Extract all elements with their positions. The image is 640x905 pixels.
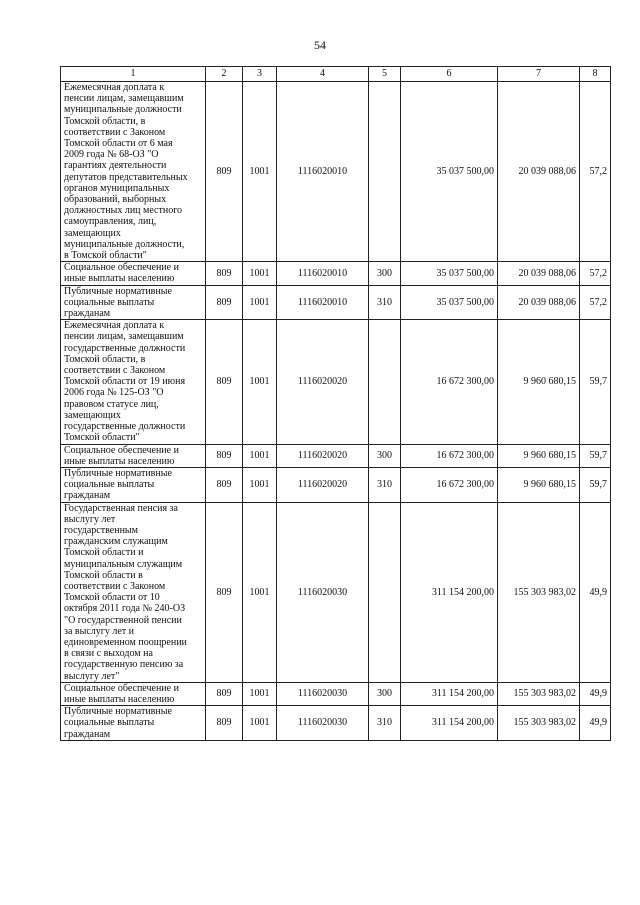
description-line: Томской области от 19 июня [64,376,186,388]
description-line: иные выплаты населению [64,455,175,467]
description-line: правовом статусе лиц, [64,398,159,410]
expense-type-cell [369,502,401,682]
section-code-cell: 1001 [243,82,277,262]
section-code-cell: 1001 [243,262,277,285]
column-header: 3 [243,67,277,82]
description-line: соответствии с Законом [64,365,166,377]
row-description [61,706,206,741]
approved-amount-cell: 16 672 300,00 [401,444,498,467]
target-article-cell: 1116020020 [277,320,369,444]
ministry-code-cell: 809 [206,467,243,502]
description-line: государственные должности [64,342,186,354]
table-row [61,467,611,502]
row-description [61,285,206,320]
approved-amount-cell: 16 672 300,00 [401,320,498,444]
approved-amount-cell: 311 154 200,00 [401,706,498,741]
description-line: замещающих [64,409,121,421]
table-row [61,320,611,444]
column-header: 6 [401,67,498,82]
execution-percent-cell: 59,7 [580,444,611,467]
row-description [61,502,206,682]
description-line: 2006 года № 125-ОЗ "О [64,387,164,399]
row-description [61,320,206,444]
description-line: социальные выплаты [64,479,155,491]
execution-percent-cell: 57,2 [580,285,611,320]
description-line: иные выплаты населению [64,273,175,285]
approved-amount-cell: 35 037 500,00 [401,285,498,320]
executed-amount-cell: 20 039 088,06 [498,285,580,320]
execution-percent-cell: 59,7 [580,467,611,502]
description-line: самоуправления, лиц, [64,216,157,228]
description-line: Публичные нормативные [64,285,172,297]
description-line: Томской области, в [64,353,146,365]
execution-percent-cell: 49,9 [580,682,611,705]
description-line: Томской области от 6 мая [64,138,173,150]
approved-amount-cell: 35 037 500,00 [401,82,498,262]
section-code-cell: 1001 [243,444,277,467]
description-line: Социальное обеспечение и [64,262,179,274]
section-code-cell: 1001 [243,706,277,741]
description-line: Государственная пенсия за [64,502,178,514]
description-line: гражданам [64,728,111,740]
description-line: пенсии лицам, замещавшим [64,93,184,105]
target-article-cell: 1116020020 [277,444,369,467]
description-line: социальные выплаты [64,296,155,308]
ministry-code-cell: 809 [206,320,243,444]
approved-amount-cell: 311 154 200,00 [401,502,498,682]
description-line: пенсии лицам, замещавшим [64,331,184,343]
execution-percent-cell: 49,9 [580,502,611,682]
description-line: образований, выборных [64,194,167,206]
description-line: замещающих [64,227,121,239]
execution-percent-cell: 59,7 [580,320,611,444]
description-line: в Томской области" [64,250,147,262]
section-code-cell: 1001 [243,285,277,320]
execution-percent-cell: 57,2 [580,262,611,285]
expense-type-cell: 310 [369,467,401,502]
description-line: соответствии с Законом [64,126,166,138]
target-article-cell: 1116020030 [277,682,369,705]
description-line: депутатов представительных [64,171,188,183]
description-line: государственные должности [64,421,186,433]
row-description [61,467,206,502]
description-line: Томской области от 10 [64,592,160,604]
description-line: Ежемесячная доплата к [64,82,165,93]
expense-type-cell: 300 [369,262,401,285]
description-line: Публичные нормативные [64,467,172,479]
row-description [61,82,206,262]
description-line: выслугу лет [64,513,116,525]
target-article-cell: 1116020020 [277,467,369,502]
execution-percent-cell: 57,2 [580,82,611,262]
description-line: Публичные нормативные [64,706,172,718]
description-line: октября 2011 года № 240-ОЗ [64,603,186,615]
description-line: социальные выплаты [64,717,155,729]
section-code-cell: 1001 [243,682,277,705]
ministry-code-cell: 809 [206,82,243,262]
target-article-cell: 1116020030 [277,706,369,741]
table-row [61,502,611,682]
description-line: гарантиях деятельности [64,160,167,172]
description-line: муниципальные должности [64,104,182,116]
description-line: Томской области" [64,432,140,444]
column-header: 5 [369,67,401,82]
description-line: муниципальные должности, [64,238,185,250]
section-code-cell: 1001 [243,320,277,444]
expense-type-cell: 300 [369,682,401,705]
description-line: Социальное обеспечение и [64,682,179,694]
description-line: единовременном поощрении [64,636,187,648]
approved-amount-cell: 16 672 300,00 [401,467,498,502]
executed-amount-cell: 9 960 680,15 [498,444,580,467]
row-description [61,262,206,285]
description-line: Ежемесячная доплата к [64,320,165,332]
expense-type-cell: 310 [369,706,401,741]
execution-percent-cell: 49,9 [580,706,611,741]
description-line: за выслугу лет и [64,625,135,637]
expense-type-cell: 300 [369,444,401,467]
description-line: Социальное обеспечение и [64,444,179,456]
description-line: гражданам [64,308,111,320]
table-row [61,682,611,705]
description-line: Томской области, в [64,115,146,127]
column-number-row [61,67,611,82]
row-description [61,444,206,467]
description-line: соответствии с Законом [64,580,166,592]
approved-amount-cell: 35 037 500,00 [401,262,498,285]
target-article-cell: 1116020010 [277,82,369,262]
description-line: Томской области и [64,547,144,559]
column-header: 8 [580,67,611,82]
approved-amount-cell: 311 154 200,00 [401,682,498,705]
description-line: органов муниципальных [64,182,170,194]
ministry-code-cell: 809 [206,262,243,285]
target-article-cell: 1116020030 [277,502,369,682]
target-article-cell: 1116020010 [277,285,369,320]
executed-amount-cell: 155 303 983,02 [498,706,580,741]
expense-type-cell [369,82,401,262]
description-line: государственную пенсию за [64,659,184,671]
description-line: в связи с выходом на [64,648,153,660]
executed-amount-cell: 20 039 088,06 [498,82,580,262]
table-row [61,262,611,285]
budget-table [60,66,611,741]
table-row [61,444,611,467]
ministry-code-cell: 809 [206,682,243,705]
section-code-cell: 1001 [243,502,277,682]
executed-amount-cell: 9 960 680,15 [498,320,580,444]
description-line: муниципальным служащим [64,558,183,570]
description-line: гражданским служащим [64,536,168,548]
executed-amount-cell: 155 303 983,02 [498,682,580,705]
executed-amount-cell: 155 303 983,02 [498,502,580,682]
row-description [61,682,206,705]
column-header: 2 [206,67,243,82]
description-line: выслугу лет" [64,670,120,682]
target-article-cell: 1116020010 [277,262,369,285]
description-line: "О государственной пенсии [64,614,182,626]
column-header: 1 [61,67,206,82]
description-line: 2009 года № 68-ОЗ "О [64,149,159,161]
description-line: гражданам [64,490,111,502]
description-line: Томской области в [64,569,143,581]
column-header: 7 [498,67,580,82]
executed-amount-cell: 20 039 088,06 [498,262,580,285]
description-line: иные выплаты населению [64,693,175,705]
table-row [61,285,611,320]
description-line: государственным [64,524,138,536]
expense-type-cell: 310 [369,285,401,320]
page-number: 54 [314,38,326,52]
ministry-code-cell: 809 [206,285,243,320]
ministry-code-cell: 809 [206,706,243,741]
ministry-code-cell: 809 [206,444,243,467]
expense-type-cell [369,320,401,444]
section-code-cell: 1001 [243,467,277,502]
ministry-code-cell: 809 [206,502,243,682]
table-row [61,82,611,262]
executed-amount-cell: 9 960 680,15 [498,467,580,502]
column-header: 4 [277,67,369,82]
table-row [61,706,611,741]
description-line: должностных лиц местного [64,205,183,217]
